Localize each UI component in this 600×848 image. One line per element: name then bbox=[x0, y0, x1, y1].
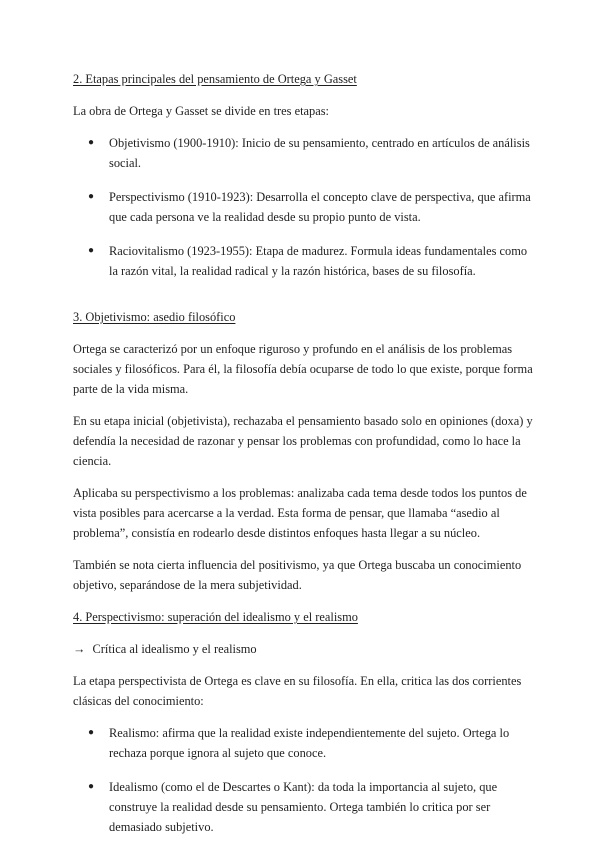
list-item-text: Idealismo (como el de Descartes o Kant): da toda la importancia al sujeto, que construye la realidad desde su pensamiento. Ortega también lo critica por ser demasiado subjetivo. bbox=[109, 780, 498, 834]
section-2-stage-list bbox=[73, 133, 533, 281]
bullet-icon: ● bbox=[88, 781, 95, 792]
bullet-icon: ● bbox=[88, 727, 95, 738]
section-4-intro: La etapa perspectivista de Ortega es clave en su filosofía. En ella, critica las dos corrientes clásicas del conocimiento: bbox=[73, 674, 522, 708]
section-3-paragraph: Ortega se caracterizó por un enfoque riguroso y profundo en el análisis de los problemas sociales y filosóficos. Para él, la filosofía debía ocuparse de todo lo que existe, porque forma parte de la vida misma. bbox=[73, 342, 533, 396]
section-4-critique-list bbox=[73, 723, 533, 837]
bullet-icon: ● bbox=[88, 137, 95, 148]
list-item bbox=[73, 133, 533, 173]
arrow-right-icon: → bbox=[73, 642, 86, 656]
document-page bbox=[73, 69, 533, 837]
section-3-paragraph: Aplicaba su perspectivismo a los problemas: analizaba cada tema desde todos los puntos de vista posibles para acercarse a la verdad. Esta forma de pensar, que llamaba “asedio al problema”, consistía en rodearlo desde distintos enfoques hasta llegar a su núcleo. bbox=[73, 486, 527, 540]
list-item-text: Objetivismo (1900-1910): Inicio de su pensamiento, centrado en artículos de análisis social. bbox=[109, 136, 530, 170]
list-gap bbox=[73, 763, 533, 777]
section-3-paragraph: También se nota cierta influencia del positivismo, ya que Ortega buscaba un conocimiento objetivo, separándose de la mera subjetividad. bbox=[73, 558, 522, 592]
section-2-heading: 2. Etapas principales del pensamiento de Ortega y Gasset bbox=[73, 72, 357, 86]
list-gap bbox=[73, 227, 533, 241]
section-gap bbox=[73, 281, 533, 307]
section-4-heading: 4. Perspectivismo: superación del idealismo y el realismo bbox=[73, 610, 358, 624]
bullet-icon: ● bbox=[88, 245, 95, 256]
list-item bbox=[73, 241, 533, 281]
section-3-paragraph: En su etapa inicial (objetivista), rechazaba el pensamiento basado solo en opiniones (doxa) y defendía la necesidad de razonar y pensar los problemas con profundidad, como lo hace la ciencia. bbox=[73, 414, 533, 468]
list-item-text: Realismo: afirma que la realidad existe independientemente del sujeto. Ortega lo rechaza porque ignora al sujeto que conoce. bbox=[109, 726, 510, 760]
list-item bbox=[73, 723, 533, 763]
section-3-heading: 3. Objetivismo: asedio filosófico bbox=[73, 310, 236, 324]
list-item-text: Perspectivismo (1910-1923): Desarrolla el concepto clave de perspectiva, que afirma que cada persona ve la realidad desde su propio punto de vista. bbox=[109, 190, 531, 224]
list-item bbox=[73, 777, 533, 837]
section-4-subheading bbox=[73, 639, 533, 659]
section-4-subheading-text: Crítica al idealismo y el realismo bbox=[92, 642, 257, 656]
list-item-text: Raciovitalismo (1923-1955): Etapa de madurez. Formula ideas fundamentales como la razón vital, la realidad radical y la razón histórica, bases de su filosofía. bbox=[109, 244, 528, 278]
section-2-intro: La obra de Ortega y Gasset se divide en tres etapas: bbox=[73, 104, 329, 118]
bullet-icon: ● bbox=[88, 191, 95, 202]
list-gap bbox=[73, 173, 533, 187]
list-item bbox=[73, 187, 533, 227]
